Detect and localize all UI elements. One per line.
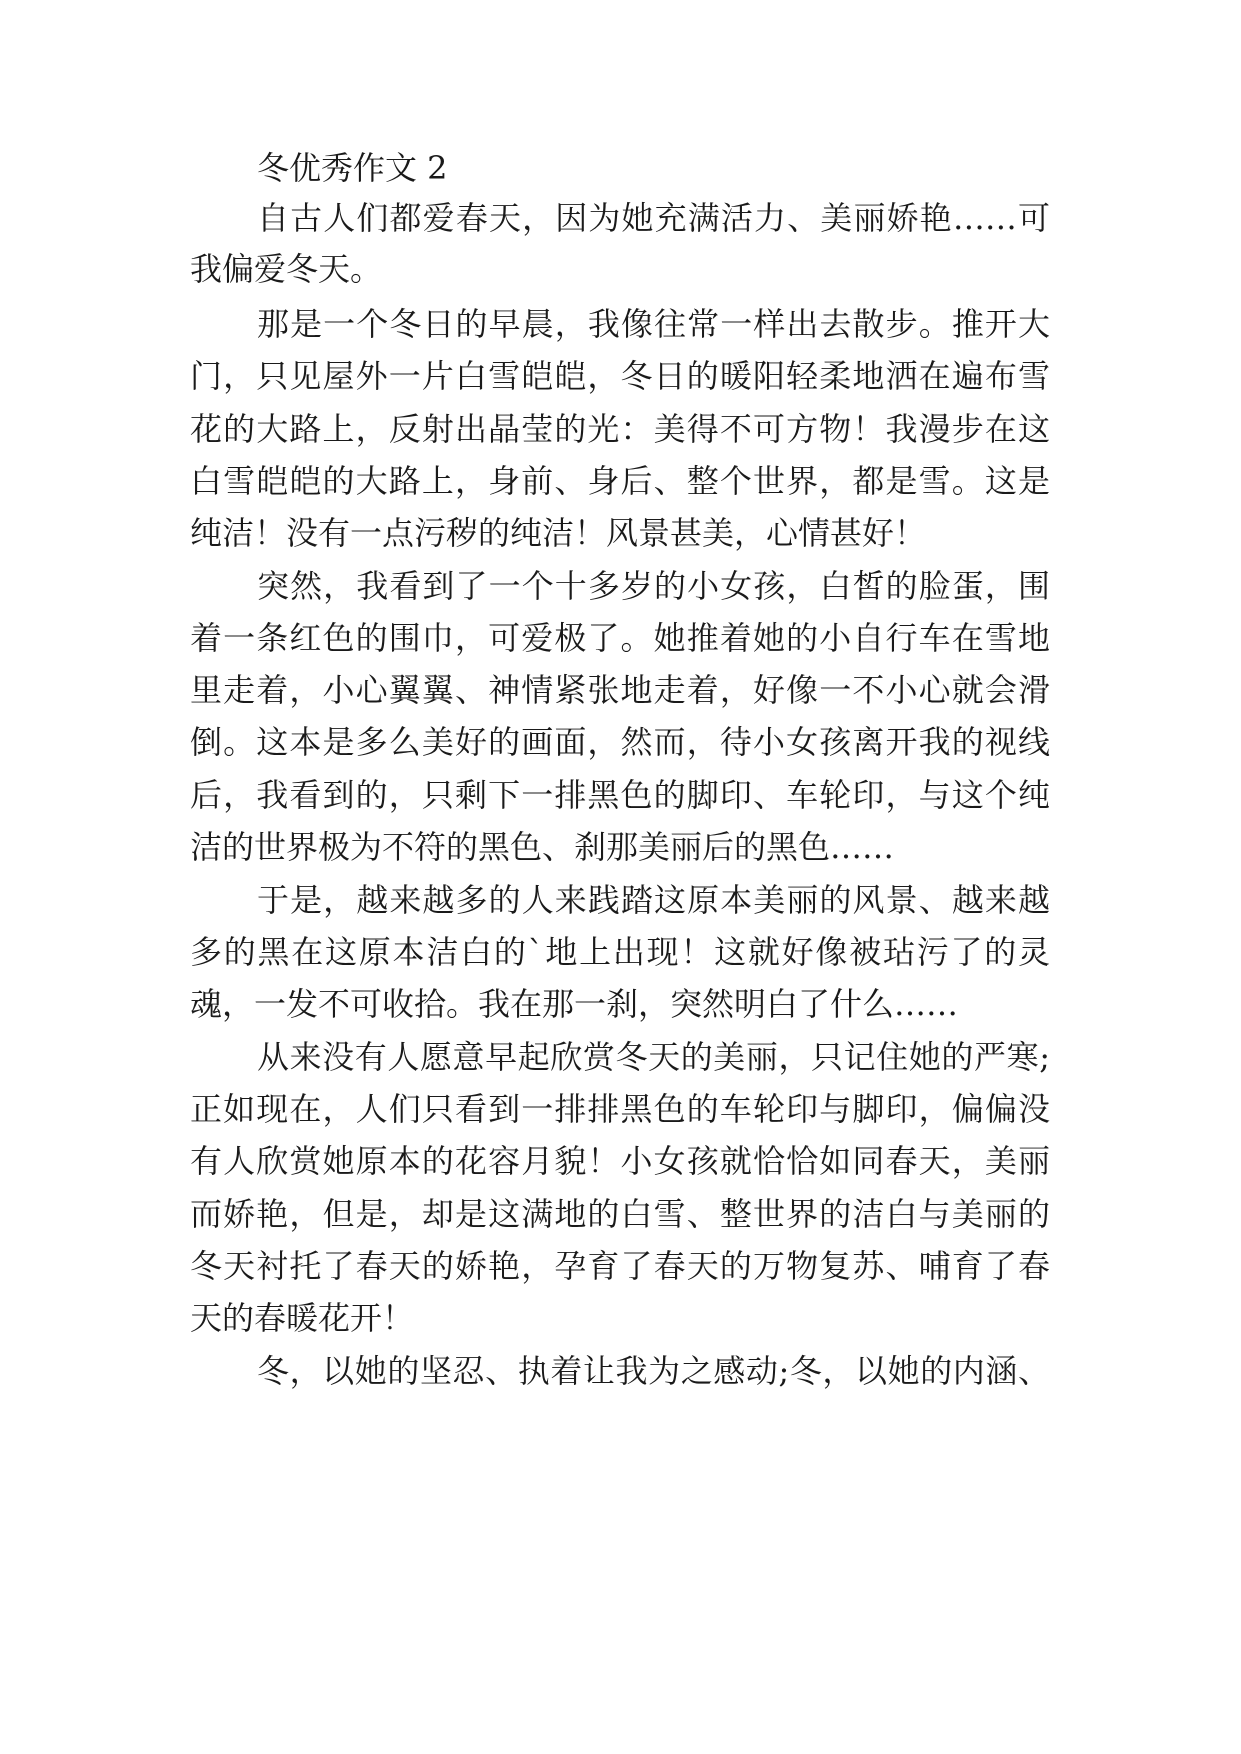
text-line: 纯洁！没有一点污秽的纯洁！风景甚美，心情甚好！	[190, 514, 927, 552]
text-line: 倒。这本是多么美好的画面，然而，待小女孩离开我的视线	[190, 723, 1050, 761]
text-line: 魂，一发不可收拾。我在那一刹，突然明白了什么……	[190, 985, 959, 1023]
text-line: 那是一个冬日的早晨，我像往常一样出去散步。推开大	[257, 305, 1050, 343]
text-line: 冬，以她的坚忍、执着让我为之感动;冬，以她的内涵、	[257, 1352, 1050, 1390]
text-line: 花的大路上，反射出晶莹的光：美得不可方物！我漫步在这	[190, 410, 1050, 448]
text-line: 白雪皑皑的大路上，身前、身后、整个世界，都是雪。这是	[190, 462, 1050, 500]
text-line: 里走着，小心翼翼、神情紧张地走着，好像一不小心就会滑	[190, 671, 1050, 709]
text-line: 自古人们都爱春天，因为她充满活力、美丽娇艳……可	[257, 199, 1050, 237]
text-line: 天的春暖花开！	[190, 1299, 415, 1337]
text-line: 从来没有人愿意早起欣赏冬天的美丽，只记住她的严寒;	[257, 1038, 1050, 1076]
text-line: 有人欣赏她原本的花容月貌！小女孩就恰恰如同春天，美丽	[190, 1142, 1050, 1180]
text-line: 冬天衬托了春天的娇艳，孕育了春天的万物复苏、哺育了春	[190, 1247, 1050, 1285]
document-title: 冬优秀作文 2	[257, 149, 448, 187]
text-line: 后，我看到的，只剩下一排黑色的脚印、车轮印，与这个纯	[190, 776, 1050, 814]
text-line: 门，只见屋外一片白雪皑皑，冬日的暖阳轻柔地洒在遍布雪	[190, 357, 1050, 395]
text-line: 我偏爱冬天。	[190, 250, 383, 288]
text-line: 而娇艳，但是，却是这满地的白雪、整世界的洁白与美丽的	[190, 1195, 1050, 1233]
text-line: 着一条红色的围巾，可爱极了。她推着她的小自行车在雪地	[190, 619, 1050, 657]
text-line: 洁的世界极为不符的黑色、刹那美丽后的黑色……	[190, 828, 895, 866]
text-line: 突然，我看到了一个十多岁的小女孩，白皙的脸蛋，围	[257, 567, 1050, 605]
text-line: 正如现在，人们只看到一排排黑色的车轮印与脚印，偏偏没	[190, 1090, 1050, 1128]
text-line: 于是，越来越多的人来践踏这原本美丽的风景、越来越	[257, 881, 1050, 919]
text-line: 多的黑在这原本洁白的`地上出现！这就好像被玷污了的灵	[190, 933, 1050, 971]
